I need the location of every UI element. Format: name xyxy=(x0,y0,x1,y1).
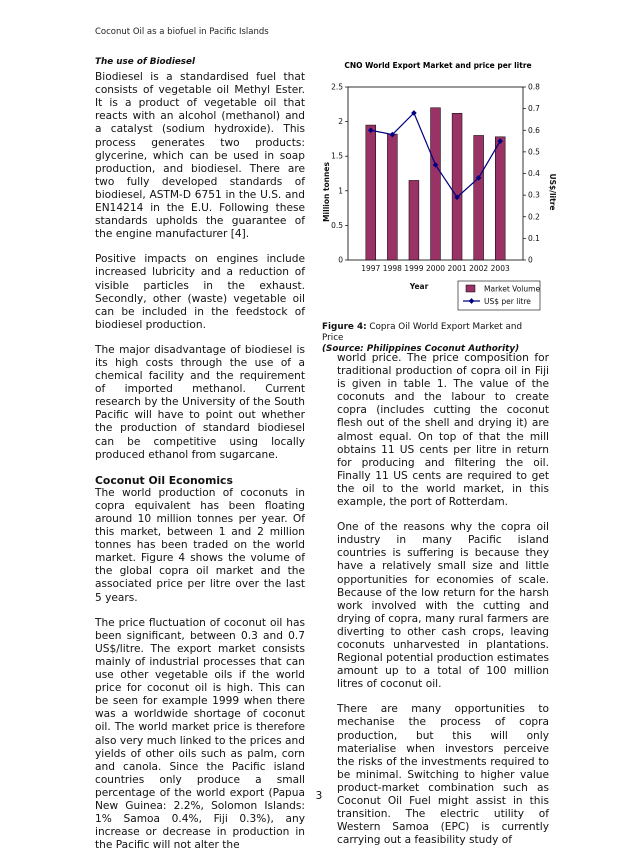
y2-tick-label: 0.7 xyxy=(528,104,540,114)
y2-tick-label: 0.2 xyxy=(528,212,540,222)
y2-tick-label: 0.4 xyxy=(528,169,540,178)
y-tick-label: 0 xyxy=(338,255,343,265)
chart-title: CNO World Export Market and price per litre xyxy=(344,61,532,70)
right-axis-ticks xyxy=(523,83,540,265)
y2-tick-label: 0.6 xyxy=(528,125,540,135)
x-tick-label: 1998 xyxy=(382,264,402,273)
legend-label-market-volume: Market Volume xyxy=(484,284,541,294)
bar xyxy=(495,137,505,260)
section-heading-biodiesel: The use of Biodiesel xyxy=(95,57,196,67)
paragraph: There are many opportunities to mechanise the process of copra production, but this will only materialise when investors perceive the risks of the investments required to be minimal. Switching to higher value product-market combination such as Coconut Oil Fuel might assist in this transition. The electric utility of Western Samoa (EPC) is currently carrying out a feasibility study of xyxy=(337,703,549,847)
figure-source: (Source: Philippines Coconut Authority) xyxy=(322,344,520,354)
y2-axis-label: US$/litre xyxy=(548,173,557,211)
y-tick-label: 2 xyxy=(338,117,343,127)
x-tick-label: 1999 xyxy=(404,264,424,273)
section-heading-coconut-oil-economics: Coconut Oil Economics xyxy=(95,473,233,487)
running-header: Coconut Oil as a biofuel in Pacific Islands xyxy=(95,27,269,37)
y2-tick-label: 0.3 xyxy=(528,190,540,200)
y-tick-label: 1 xyxy=(338,186,343,196)
y-axis-label: Million tonnes xyxy=(322,162,331,222)
figure-caption-text: Copra Oil World Export Market and Price xyxy=(322,322,523,343)
paragraph: Biodiesel is a standardised fuel that consists of vegetable oil Methyl Ester. It is a product of vegetable oil that reacts with an alcohol (methanol) and a catalyst (sodium hydroxide). This process generates two products: glycerine, which can be used in soap production, and biodiesel. There are two fully developed standards of biodiesel, ASTM-D 6751 in the U.S. and EN14214 in the E.U. Following these standards upholds the guarantee of the engine manufacturer [4]. xyxy=(95,71,305,241)
legend-swatch-bar xyxy=(466,285,475,292)
bar xyxy=(366,125,376,260)
bar xyxy=(387,134,397,260)
paragraph: The price fluctuation of coconut oil has been significant, between 0.3 and 0.7 US$/litre. The export market consists mainly of industrial processes that can use other vegetable oils if the world price for coconut oil is high. This can be seen for example 1999 when there was a worldwide shortage of coconut oil. The world market price is therefore also very much linked to the prices and yields of other oils such as palm, corn and canola. Since the Pacific island countries only produce a small percentage of the world export (Papua New Guinea: 2.2%, Solomon Islands: 1% Samoa 0.4%, Fiji 0.3%), any increase or decrease in production in the Pacific will not alter the xyxy=(95,616,305,852)
bar xyxy=(474,135,484,260)
x-tick-label: 2003 xyxy=(490,264,510,273)
paragraph: Positive impacts on engines include increased lubricity and a reduction of visible particles in the exhaust. Secondly, other (waste) vegetable oil can be included in the feedstock of biodiesel production. xyxy=(95,253,305,331)
figure-label: Figure 4: xyxy=(322,322,367,332)
paragraph: The world production of coconuts in copra equivalent has been floating around 10 million tonnes per year. Of this market, between 1 and 2 million tonnes has been traded on the world market. Figure 4 shows the volume of the global copra oil market and the associated price per litre over the last 5 years. xyxy=(95,486,305,604)
y-tick-label: 0.5 xyxy=(331,220,343,230)
paragraph: The major disadvantage of biodiesel is its high costs through the use of a chemical facility and the requirement of imported methanol. Current research by the University of the South Pacific will have to point out whether the production of standard biodiesel can be competitive using locally produced ethanol from sugarcane. xyxy=(95,343,305,461)
y2-tick-label: 0 xyxy=(528,255,533,265)
page-number: 3 xyxy=(315,790,323,802)
x-tick-label: 2002 xyxy=(469,264,489,273)
y-tick-label: 1.5 xyxy=(331,151,343,161)
figure-caption xyxy=(322,322,544,355)
bar xyxy=(409,180,419,260)
right-column xyxy=(337,352,549,847)
bar xyxy=(431,108,441,260)
y2-tick-label: 0.5 xyxy=(528,147,540,157)
legend xyxy=(458,281,540,310)
y2-tick-label: 0.8 xyxy=(528,82,540,92)
x-tick-label: 1997 xyxy=(361,264,381,273)
y2-tick-label: 0.1 xyxy=(528,233,540,243)
y-tick-label: 2.5 xyxy=(331,82,343,92)
x-tick-label: 2001 xyxy=(447,264,467,273)
export-market-chart xyxy=(318,52,558,314)
paragraph: world price. The price composition for traditional production of copra oil in Fiji is given in table 1. The value of the coconuts and the labour to create copra (includes cutting the coconut flesh out of the shell and drying it) are almost equal. On top of that the mill obtains 11 US cents per litre in return for producing and filtering the oil. Finally 11 US cents are required to get the oil to the world market, in this example, the port of Rotterdam. xyxy=(337,352,549,509)
bar xyxy=(452,113,462,260)
x-tick-label: 2000 xyxy=(425,264,446,273)
paragraph: One of the reasons why the copra oil industry in many Pacific island countries is suffering is because they have a relatively small size and little opportunities for economies of scale. Because of the low return for the harsh work involved with the cutting and drying of copra, many rural farmers are diverting to other cash crops, leaving coconuts unharvested in plantations. Regional potential production estimates amount up to a total of 100 million litres of coconut oil. xyxy=(337,521,549,691)
legend-label-price: US$ per litre xyxy=(484,297,531,306)
x-axis-ticks xyxy=(361,264,510,273)
x-axis-label: Year xyxy=(409,282,429,291)
left-axis-ticks xyxy=(331,83,348,265)
left-column xyxy=(95,56,305,852)
